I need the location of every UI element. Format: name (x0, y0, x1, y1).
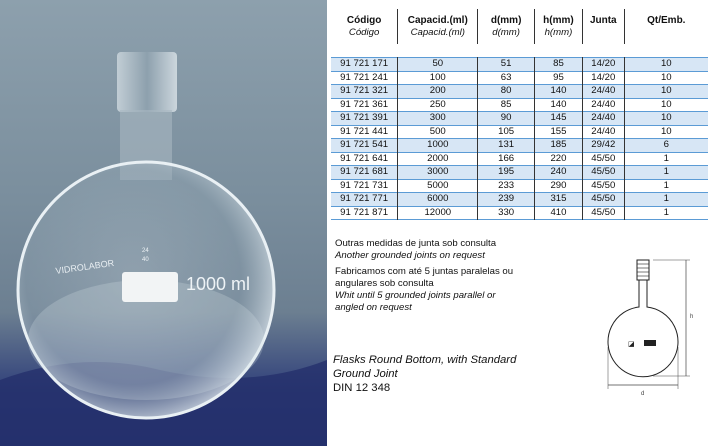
flask-technical-drawing (598, 255, 710, 405)
cell-capacity: 12000 (398, 206, 478, 220)
cell-h: 410 (534, 206, 582, 220)
table-row (331, 193, 708, 207)
cell-h: 240 (534, 166, 582, 180)
cell-qty: 10 (624, 112, 708, 126)
cell-qty: 10 (624, 71, 708, 85)
cell-d: 195 (478, 166, 535, 180)
note-parallel-pt-a: Fabricamos com até 5 juntas paralelas ou (335, 266, 514, 277)
header-h: h(mm) (534, 9, 582, 26)
cell-qty: 1 (624, 206, 708, 220)
cell-joint: 45/50 (582, 179, 624, 193)
cell-qty: 1 (624, 179, 708, 193)
table-body (331, 58, 708, 220)
cell-code: 91 721 681 (331, 166, 398, 180)
cell-d: 85 (478, 98, 535, 112)
cell-capacity: 3000 (398, 166, 478, 180)
cell-joint: 45/50 (582, 166, 624, 180)
cell-d: 166 (478, 152, 535, 166)
table-row (331, 152, 708, 166)
cell-code: 91 721 731 (331, 179, 398, 193)
cell-qty: 10 (624, 58, 708, 72)
table-row (331, 58, 708, 72)
cell-d: 330 (478, 206, 535, 220)
table-row (331, 85, 708, 99)
cell-d: 131 (478, 139, 535, 153)
cell-capacity: 500 (398, 125, 478, 139)
cell-h: 85 (534, 58, 582, 72)
cell-joint: 24/40 (582, 112, 624, 126)
cell-d: 233 (478, 179, 535, 193)
cell-code: 91 721 361 (331, 98, 398, 112)
header-joint: Junta (582, 9, 624, 26)
cell-h: 290 (534, 179, 582, 193)
cell-d: 80 (478, 85, 535, 99)
cell-joint: 24/40 (582, 85, 624, 99)
cell-joint: 45/50 (582, 152, 624, 166)
table-row (331, 98, 708, 112)
header-qty: Qt/Emb. (624, 9, 708, 26)
cell-qty: 10 (624, 125, 708, 139)
cell-h: 95 (534, 71, 582, 85)
table-header-row (331, 9, 708, 26)
cell-h: 140 (534, 98, 582, 112)
subheader-capacity: Capacid.(ml) (398, 26, 478, 44)
cell-qty: 1 (624, 193, 708, 207)
cell-joint: 24/40 (582, 98, 624, 112)
product-standard: DIN 12 348 (333, 382, 391, 394)
cell-h: 220 (534, 152, 582, 166)
header-code: Código (346, 15, 382, 26)
note-parallel-en-b: angled on request (335, 302, 412, 313)
notes (335, 238, 513, 314)
cell-h: 140 (534, 85, 582, 99)
cell-d: 105 (478, 125, 535, 139)
table-row (331, 206, 708, 220)
cell-joint: 14/20 (582, 58, 624, 72)
cell-code: 91 721 641 (331, 152, 398, 166)
table-row (331, 139, 708, 153)
cell-joint: 24/40 (582, 125, 624, 139)
cell-capacity: 6000 (398, 193, 478, 207)
cell-qty: 6 (624, 139, 708, 153)
header-d: d(mm) (478, 9, 535, 26)
cell-h: 185 (534, 139, 582, 153)
cell-h: 145 (534, 112, 582, 126)
product-photo (0, 0, 327, 446)
cell-code: 91 721 441 (331, 125, 398, 139)
cell-qty: 1 (624, 152, 708, 166)
flask-photo-illustration (0, 0, 327, 446)
table-subheader-row (331, 26, 708, 44)
cell-d: 90 (478, 112, 535, 126)
cell-capacity: 50 (398, 58, 478, 72)
cell-capacity: 200 (398, 85, 478, 99)
cell-qty: 10 (624, 98, 708, 112)
cell-d: 51 (478, 58, 535, 72)
note-parallel-pt-b: angulares sob consulta (335, 278, 434, 289)
photo-scale-top: 24 (142, 248, 149, 254)
cell-h: 315 (534, 193, 582, 207)
cell-h: 155 (534, 125, 582, 139)
cell-capacity: 2000 (398, 152, 478, 166)
specification-table (331, 9, 708, 220)
cell-code: 91 721 771 (331, 193, 398, 207)
cell-code: 91 721 171 (331, 58, 398, 72)
table-row (331, 71, 708, 85)
subheader-code: Código (348, 27, 380, 38)
note-joint-en: Another grounded joints on request (335, 250, 485, 261)
subheader-d: d(mm) (478, 26, 535, 44)
cell-d: 63 (478, 71, 535, 85)
cell-code: 91 721 871 (331, 206, 398, 220)
drawing-h-label: h (690, 314, 694, 320)
table-row (331, 179, 708, 193)
drawing-d-label: d (641, 391, 645, 397)
cell-code: 91 721 541 (331, 139, 398, 153)
note-parallel-en-a: Whit until 5 grounded joints parallel or (335, 290, 496, 301)
cell-capacity: 100 (398, 71, 478, 85)
product-title (333, 353, 516, 395)
product-title-line1: Flasks Round Bottom, with Standard (333, 354, 517, 366)
cell-code: 91 721 391 (331, 112, 398, 126)
product-title-line2: Ground Joint (333, 368, 398, 380)
table-row (331, 125, 708, 139)
cell-capacity: 250 (398, 98, 478, 112)
cell-code: 91 721 241 (331, 71, 398, 85)
cell-capacity: 1000 (398, 139, 478, 153)
cell-joint: 14/20 (582, 71, 624, 85)
drawing-logo-icon: ◪ (628, 341, 635, 348)
cell-joint: 29/42 (582, 139, 624, 153)
photo-volume-text: 1000 ml (186, 274, 251, 294)
photo-scale-bottom: 40 (142, 257, 149, 263)
subheader-h: h(mm) (534, 26, 582, 44)
photo-brand-text: VIDROLABOR (54, 257, 115, 276)
cell-capacity: 300 (398, 112, 478, 126)
note-joint-pt: Outras medidas de junta sob consulta (335, 238, 497, 249)
header-capacity: Capacid.(ml) (398, 9, 478, 26)
table-row (331, 166, 708, 180)
cell-capacity: 5000 (398, 179, 478, 193)
cell-joint: 45/50 (582, 193, 624, 207)
table-row (331, 112, 708, 126)
cell-code: 91 721 321 (331, 85, 398, 99)
cell-qty: 10 (624, 85, 708, 99)
cell-joint: 45/50 (582, 206, 624, 220)
cell-d: 239 (478, 193, 535, 207)
cell-qty: 1 (624, 166, 708, 180)
